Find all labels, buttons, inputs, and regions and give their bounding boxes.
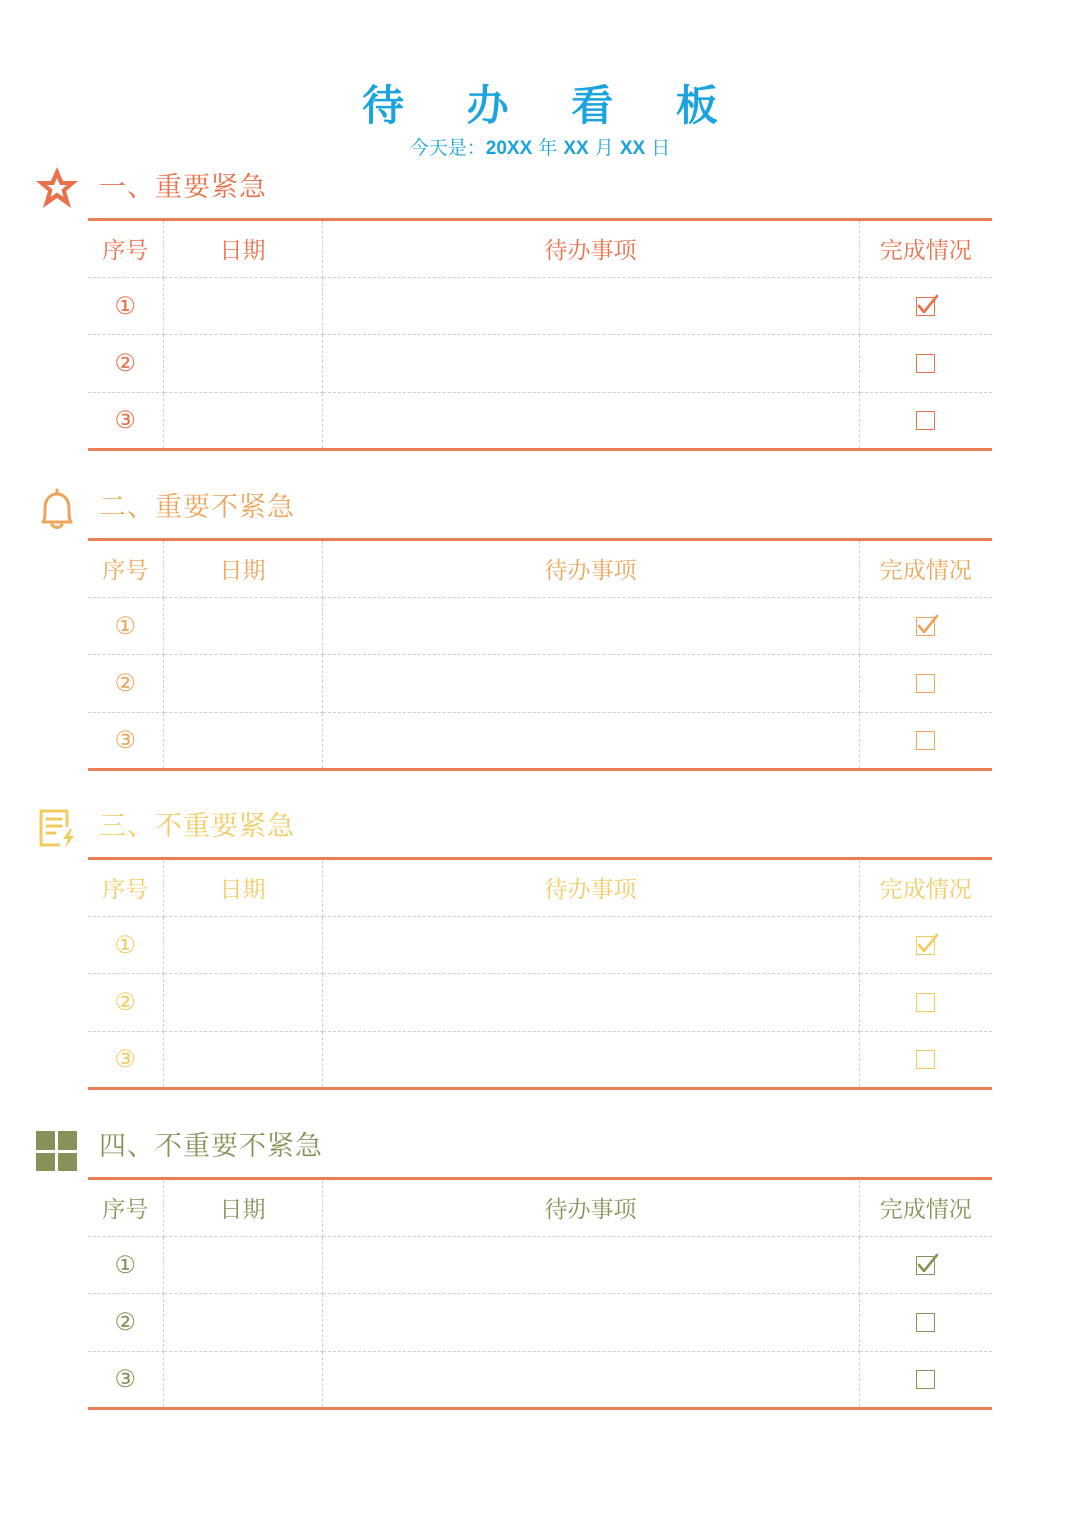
checkbox[interactable]: [916, 674, 935, 693]
date-cell[interactable]: [163, 712, 322, 770]
header-index: 序号: [88, 859, 163, 917]
date-month[interactable]: XX: [563, 138, 589, 159]
table-row: [88, 1236, 992, 1294]
section-title: 四、不重要不紧急: [99, 1131, 323, 1162]
task-cell[interactable]: [322, 1351, 859, 1409]
todo-table: [88, 218, 992, 451]
row-index: ①: [88, 916, 163, 974]
header-status: 完成情况: [859, 540, 992, 598]
header-task: 待办事项: [322, 540, 859, 598]
bell-icon: [34, 486, 80, 532]
row-index: ①: [88, 277, 163, 335]
status-cell: [859, 597, 992, 655]
checkmark-icon: [915, 931, 939, 955]
table-row: [88, 1294, 992, 1352]
header-date: 日期: [163, 220, 322, 278]
table-row: [88, 1351, 992, 1409]
row-index: ③: [88, 1351, 163, 1409]
date-cell[interactable]: [163, 597, 322, 655]
task-cell[interactable]: [322, 655, 859, 713]
date-line: [0, 134, 1080, 163]
table-header-row: [88, 540, 992, 598]
status-cell: [859, 392, 992, 450]
header-date: 日期: [163, 540, 322, 598]
checkbox[interactable]: [916, 993, 935, 1012]
section-title: 一、重要紧急: [99, 172, 267, 203]
date-day-unit: 日: [651, 137, 671, 159]
checkbox[interactable]: [916, 1370, 935, 1389]
header-index: 序号: [88, 1179, 163, 1237]
checkbox[interactable]: [916, 731, 935, 750]
row-index: ②: [88, 335, 163, 393]
table-row: [88, 1031, 992, 1089]
header-index: 序号: [88, 220, 163, 278]
date-cell[interactable]: [163, 392, 322, 450]
checkbox[interactable]: [916, 1313, 935, 1332]
task-cell[interactable]: [322, 1294, 859, 1352]
header-task: 待办事项: [322, 1179, 859, 1237]
table-header-row: [88, 859, 992, 917]
task-cell[interactable]: [322, 392, 859, 450]
todo-table: [88, 1177, 992, 1410]
todo-table: [88, 857, 992, 1090]
table-row: [88, 597, 992, 655]
task-cell[interactable]: [322, 597, 859, 655]
header-task: 待办事项: [322, 859, 859, 917]
row-index: ①: [88, 597, 163, 655]
status-cell: [859, 916, 992, 974]
header-status: 完成情况: [859, 1179, 992, 1237]
row-index: ③: [88, 712, 163, 770]
date-cell[interactable]: [163, 1294, 322, 1352]
date-day[interactable]: XX: [619, 138, 646, 159]
table-row: [88, 712, 992, 770]
header-status: 完成情况: [859, 859, 992, 917]
checkbox-checked[interactable]: [916, 1256, 935, 1275]
status-cell: [859, 712, 992, 770]
date-year[interactable]: 20XX: [485, 138, 533, 159]
header-index: 序号: [88, 540, 163, 598]
date-cell[interactable]: [163, 655, 322, 713]
task-cell[interactable]: [322, 974, 859, 1032]
status-cell: [859, 277, 992, 335]
checkmark-icon: [915, 612, 939, 636]
todo-table: [88, 538, 992, 771]
header-status: 完成情况: [859, 220, 992, 278]
task-cell[interactable]: [322, 1236, 859, 1294]
date-cell[interactable]: [163, 1236, 322, 1294]
task-cell[interactable]: [322, 712, 859, 770]
checkmark-icon: [915, 1251, 939, 1275]
header-date: 日期: [163, 859, 322, 917]
table-row: [88, 277, 992, 335]
date-cell[interactable]: [163, 277, 322, 335]
task-cell[interactable]: [322, 1031, 859, 1089]
section-title: 二、重要不紧急: [99, 492, 295, 523]
row-index: ③: [88, 392, 163, 450]
status-cell: [859, 335, 992, 393]
checkbox[interactable]: [916, 354, 935, 373]
row-index: ②: [88, 1294, 163, 1352]
document-lightning-icon: [34, 805, 80, 851]
row-index: ②: [88, 655, 163, 713]
header-task: 待办事项: [322, 220, 859, 278]
row-index: ①: [88, 1236, 163, 1294]
checkbox-checked[interactable]: [916, 617, 935, 636]
header-date: 日期: [163, 1179, 322, 1237]
task-cell[interactable]: [322, 916, 859, 974]
row-index: ②: [88, 974, 163, 1032]
table-header-row: [88, 1179, 992, 1237]
table-row: [88, 916, 992, 974]
status-cell: [859, 974, 992, 1032]
status-cell: [859, 1294, 992, 1352]
table-row: [88, 335, 992, 393]
date-month-unit: 月: [594, 137, 614, 159]
date-cell[interactable]: [163, 335, 322, 393]
status-cell: [859, 1031, 992, 1089]
checkbox-checked[interactable]: [916, 297, 935, 316]
star-badge-icon: [34, 166, 80, 212]
date-cell[interactable]: [163, 1031, 322, 1089]
table-row: [88, 392, 992, 450]
table-header-row: [88, 220, 992, 278]
task-cell[interactable]: [322, 335, 859, 393]
date-year-unit: 年: [538, 137, 558, 159]
grid-four-squares-icon: [34, 1125, 80, 1171]
status-cell: [859, 655, 992, 713]
table-row: [88, 655, 992, 713]
status-cell: [859, 1351, 992, 1409]
date-cell[interactable]: [163, 916, 322, 974]
date-prefix: 今天是：: [409, 137, 486, 159]
status-cell: [859, 1236, 992, 1294]
checkbox[interactable]: [916, 1050, 935, 1069]
section-title: 三、不重要紧急: [99, 811, 295, 842]
checkbox-checked[interactable]: [916, 936, 935, 955]
checkmark-icon: [915, 292, 939, 316]
page-title: 待 办 看 板: [362, 81, 742, 130]
table-row: [88, 974, 992, 1032]
row-index: ③: [88, 1031, 163, 1089]
date-cell[interactable]: [163, 974, 322, 1032]
task-cell[interactable]: [322, 277, 859, 335]
checkbox[interactable]: [916, 411, 935, 430]
date-cell[interactable]: [163, 1351, 322, 1409]
